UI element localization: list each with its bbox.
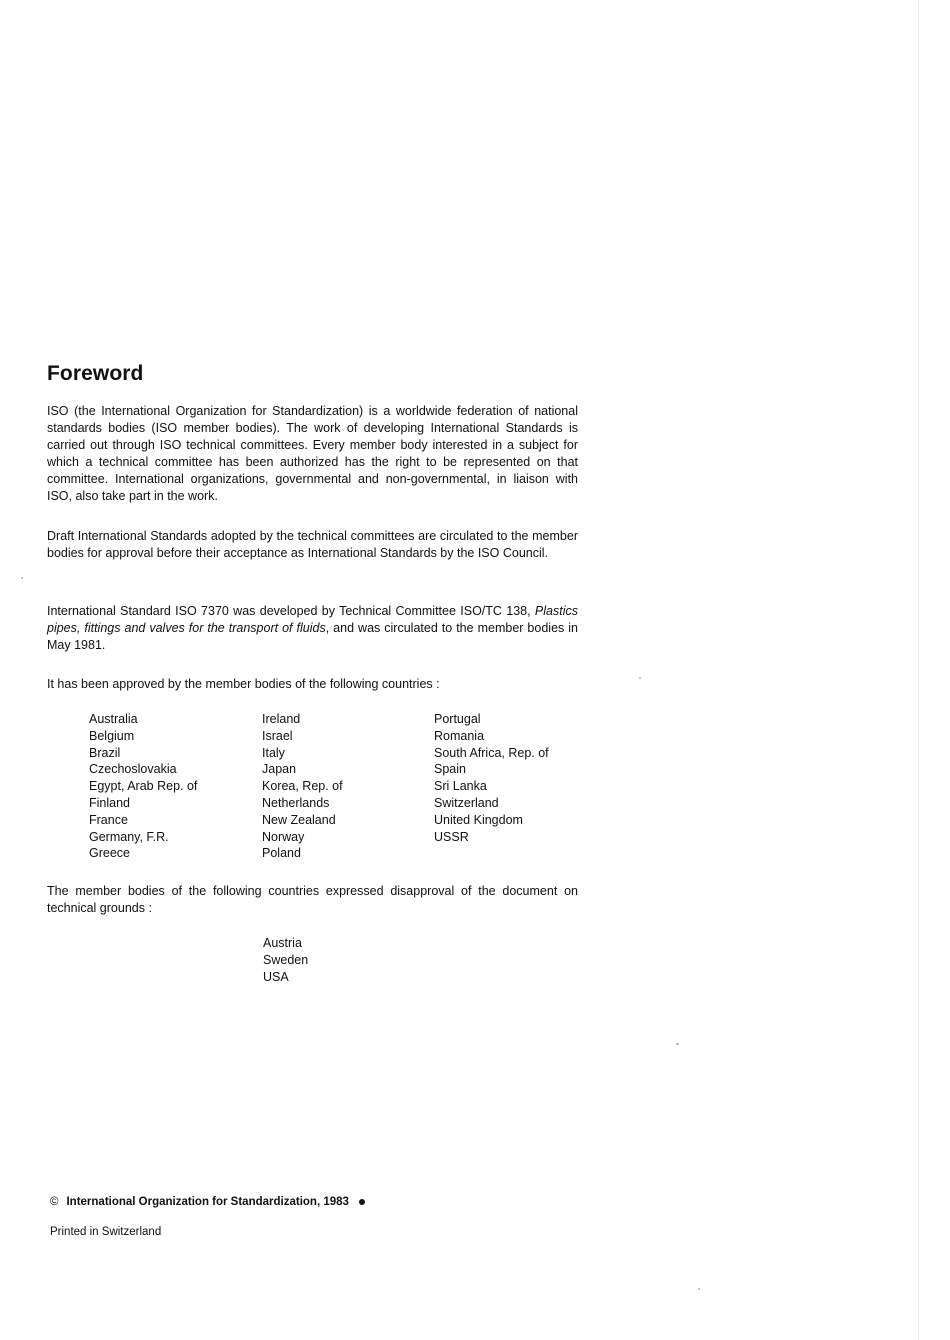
approval-intro: It has been approved by the member bodies of the following countries :	[47, 677, 440, 691]
scan-speck	[676, 1043, 679, 1045]
country-item: Greece	[89, 846, 130, 861]
committee-title: Plastics pipes, fittings and valves for the transport of fluids	[47, 604, 578, 635]
country-item: Netherlands	[262, 795, 330, 810]
printed-in-note: Printed in Switzerland	[50, 1226, 162, 1238]
country-item: Brazil	[89, 745, 121, 760]
scan-edge-line	[918, 0, 919, 1340]
country-item: Poland	[262, 846, 301, 861]
scan-speck	[639, 677, 641, 679]
country-item: Australia	[89, 712, 138, 726]
intro-paragraph: ISO (the International Organization for Standardization) is a worldwide federation of national standards bodies (ISO member bodies). The work of developing International Standards is carried out through ISO technical committees. Every member body interested in a subject for which a technical committee has been authorized has the right to be represented on that committee. International organizations, governmental and non-governmental, in liaison with ISO, also take part in the work.	[47, 404, 578, 503]
approved-countries-column-3	[434, 711, 549, 845]
approved-countries-column-1	[89, 711, 197, 862]
copyright-symbol: ©	[50, 1196, 59, 1208]
development-paragraph	[47, 603, 578, 654]
country-item: USA	[263, 969, 289, 984]
country-item: Israel	[262, 728, 293, 743]
bullet-dot-icon	[359, 1199, 365, 1205]
disapproval-intro: The member bodies of the following countries expressed disapproval of the document on technical grounds :	[47, 884, 578, 915]
country-item: Austria	[263, 936, 302, 950]
country-item: Japan	[262, 762, 297, 777]
country-item: Finland	[89, 795, 130, 810]
country-item: South Africa, Rep. of	[434, 745, 549, 760]
country-item: Portugal	[434, 712, 481, 726]
country-item: USSR	[434, 829, 469, 844]
disapproved-countries-list	[263, 935, 308, 985]
country-item: Ireland	[262, 712, 301, 726]
development-text-end: , and was circulated to the member bodies in May 1981.	[47, 621, 578, 652]
country-item: Italy	[262, 745, 285, 760]
country-item: Norway	[262, 829, 305, 844]
scan-speck	[698, 1288, 700, 1290]
page-title: Foreword	[47, 362, 144, 385]
country-item: Germany, F.R.	[89, 829, 169, 844]
copyright-line	[50, 1196, 365, 1208]
country-item: Egypt, Arab Rep. of	[89, 779, 198, 794]
country-item: United Kingdom	[434, 812, 523, 827]
country-item: Romania	[434, 728, 485, 743]
approved-countries-column-2	[262, 711, 343, 862]
country-item: France	[89, 812, 128, 827]
development-text-start: International Standard ISO 7370 was developed by Technical Committee ISO/TC 138,	[47, 604, 535, 618]
country-item: Sri Lanka	[434, 779, 487, 794]
country-item: New Zealand	[262, 812, 336, 827]
country-item: Korea, Rep. of	[262, 779, 343, 794]
country-item: Sweden	[263, 952, 309, 967]
country-item: Belgium	[89, 728, 135, 743]
copyright-text: International Organization for Standardization, 1983	[66, 1196, 349, 1208]
country-item: Czechoslovakia	[89, 762, 177, 777]
country-item: Switzerland	[434, 795, 499, 810]
scan-speck	[21, 577, 23, 579]
draft-standards-paragraph: Draft International Standards adopted by the technical committees are circulated to the member bodies for approval before their acceptance as International Standards by the ISO Council.	[47, 529, 578, 560]
country-item: Spain	[434, 762, 466, 777]
